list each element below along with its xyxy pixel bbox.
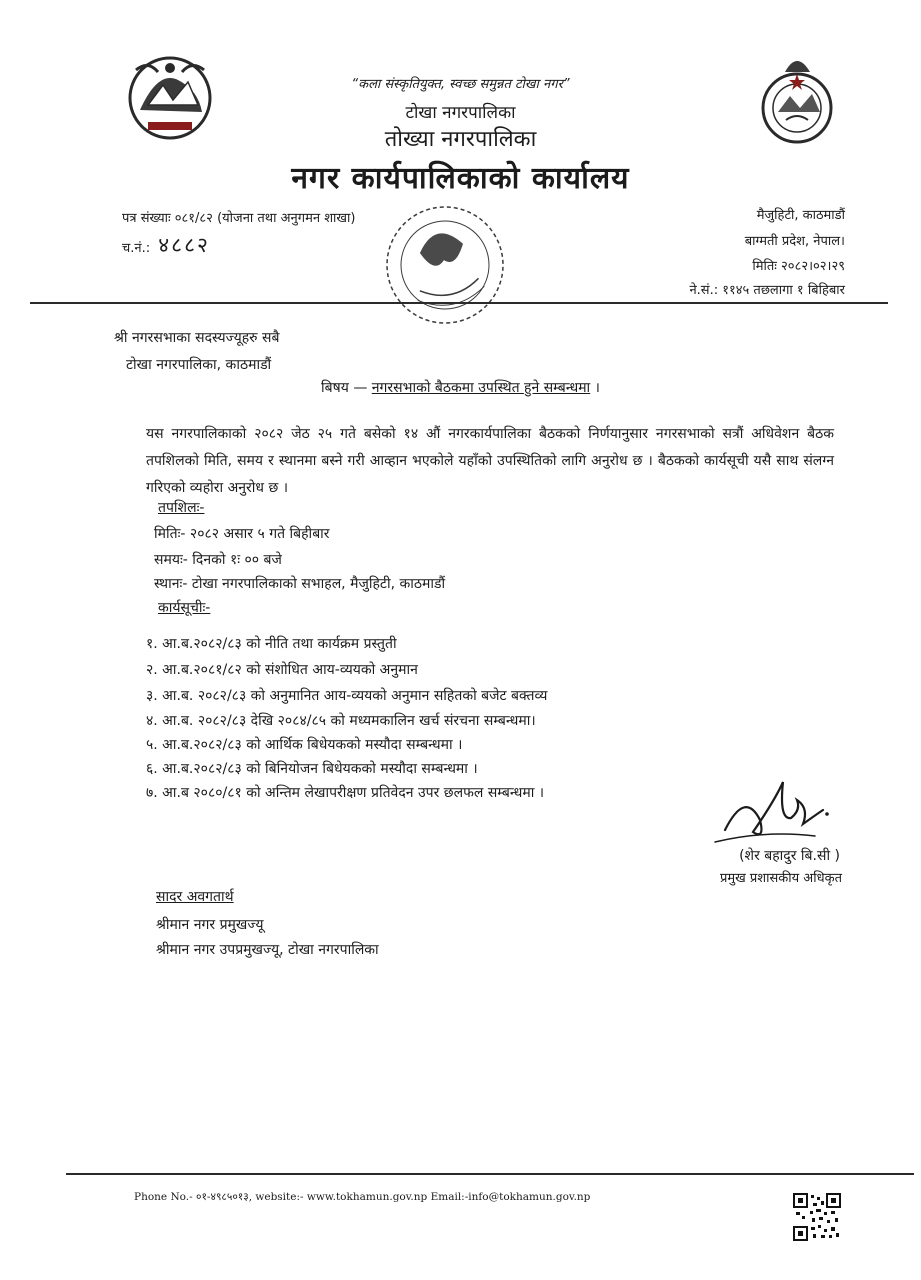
agenda-item: १. आ.ब.२०८२/८३ को नीति तथा कार्यक्रम प्रस्तुती <box>146 636 397 652</box>
letter-number: पत्र संख्याः ०८१/८२ (योजना तथा अनुगमन शाखा) <box>122 211 356 226</box>
signatory-title: प्रमुख प्रशासकीय अधिकृत <box>719 871 842 886</box>
office-title: नगर कार्यपालिकाको कार्यालय <box>291 161 630 196</box>
meeting-venue: स्थानः- टोखा नगरपालिकाको सभाहल, मैजुहिटी, काठमाडौं <box>154 576 446 592</box>
slogan: “कला संस्कृतियुक्त, स्वच्छ समुन्नत टोखा नगर” <box>351 77 570 92</box>
header-divider <box>30 302 888 304</box>
meeting-time: समयः- दिनको १ः ०० बजे <box>154 552 282 568</box>
signature-icon <box>705 770 835 850</box>
letter-date: मितिः २०८२।०२।२९ <box>752 259 845 274</box>
agenda-item: ५. आ.ब.२०८२/८३ को आर्थिक बिधेयकको मस्यौदा सम्बन्धमा । <box>146 737 463 753</box>
cc-line-1: श्रीमान नगर प्रमुखज्यू <box>156 917 264 933</box>
meeting-date: मितिः- २०८२ असार ५ गते बिहीबार <box>154 526 330 542</box>
dispatch-label: च.नं.: <box>122 241 151 256</box>
details-title: तपशिलः- <box>158 500 205 516</box>
subject-text: नगरसभाको बैठकमा उपस्थित हुने सम्बन्धमा <box>371 380 591 396</box>
subject-label: बिषय — <box>321 380 368 396</box>
address-line-1: मैजुहिटी, काठमाडौं <box>756 208 845 223</box>
body-paragraph: यस नगरपालिकाको २०८२ जेठ २५ गते बसेको १४ औं नगरकार्यपालिका बैठकको निर्णयानुसार नगरसभाको सत्रौं अधिवेशन बैठक तपशिलको मिति, समय र स्थानमा बस्ने गरी आव्हान भएकोले यहाँको उपस्थितिको लागि अनुरोध छ । बैठकको कार्यसूची यसै साथ संलग्न गरिएको व्यहोरा अनुरोध छ । <box>146 426 834 496</box>
agenda-item: ३. आ.ब. २०८२/८३ को अनुमानित आय-व्ययको अनुमान सहितको बजेट बक्तव्य <box>146 688 548 704</box>
subject-end: । <box>594 380 600 396</box>
agenda-item: २. आ.ब.२०८१/८२ को संशोधित आय-व्ययको अनुमान <box>146 662 418 678</box>
cc-title: सादर अवगतार्थ <box>156 889 234 905</box>
qr-code-icon <box>793 1193 841 1241</box>
footer-contact: Phone No.- ०१-४९८५०१३, website:- www.tokhamun.gov.np Email:-info@tokhamun.gov.np <box>134 1191 591 1203</box>
nepal-sambat-date: ने.सं.: ११४५ तछलागा १ बिहिबार <box>689 283 845 298</box>
dispatch-number <box>122 231 210 259</box>
organization-name: टोखा नगरपालिका <box>405 103 516 123</box>
recipient-line-2: टोखा नगरपालिका, काठमाडौं <box>126 357 272 373</box>
agenda-item: ४. आ.ब. २०८२/८३ देखि २०८४/८५ को मध्यमकालिन खर्च संरचना सम्बन्धमा। <box>146 713 536 729</box>
agenda-item: ६. आ.ब.२०८२/८३ को बिनियोजन बिधेयकको मस्यौदा सम्बन्धमा । <box>146 761 478 777</box>
dispatch-value: ४८८२ <box>158 233 210 257</box>
organization-name-newari: तोख्या नगरपालिका <box>384 127 537 152</box>
agenda-item: ७. आ.ब २०८०/८१ को अन्तिम लेखापरीक्षण प्रतिवेदन उपर छलफल सम्बन्धमा । <box>146 785 545 801</box>
office-stamp-icon <box>375 190 515 340</box>
footer-divider <box>66 1173 914 1175</box>
cc-line-2: श्रीमान नगर उपप्रमुखज्यू, टोखा नगरपालिका <box>156 942 379 958</box>
subject-line <box>0 378 921 397</box>
signatory-name: (शेर बहादुर बि.सी ) <box>739 848 840 864</box>
recipient-line-1: श्री नगरसभाका सदस्यज्यूहरु सबै <box>114 330 280 346</box>
address-line-2: बाग्मती प्रदेश, नेपाल। <box>744 234 845 249</box>
agenda-title: कार्यसूचीः- <box>158 600 211 616</box>
